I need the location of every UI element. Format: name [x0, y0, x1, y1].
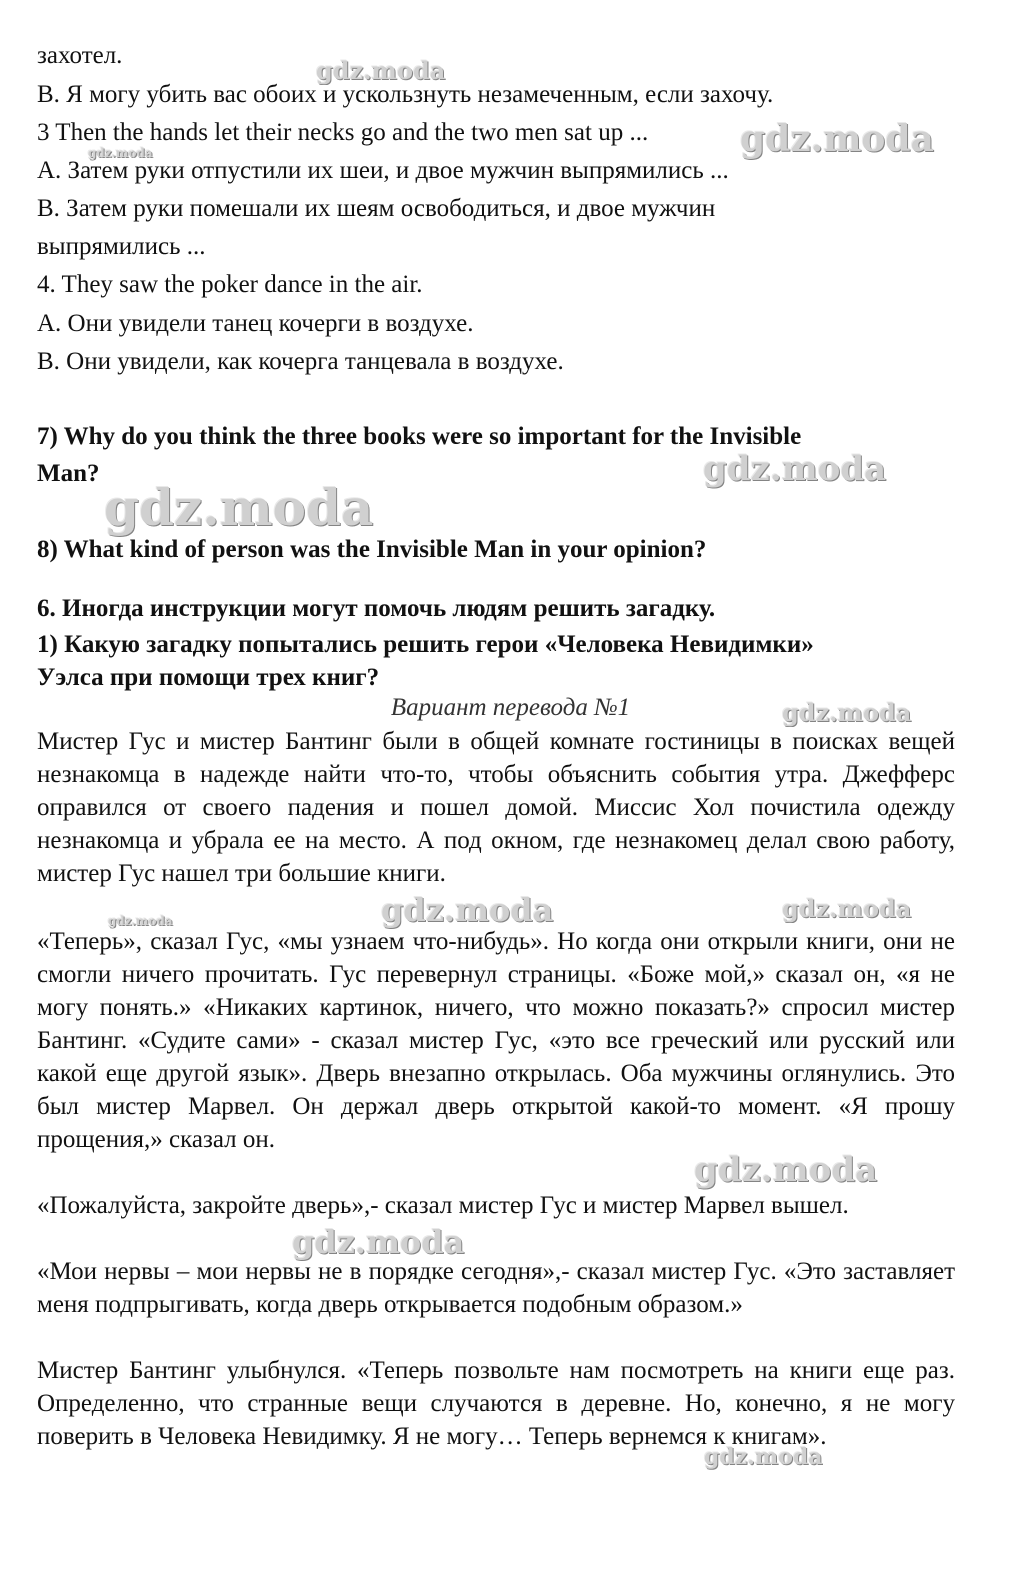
question-7-continued: Man? — [37, 460, 100, 487]
option-line: B. Затем руки помешали их шеям освободиться, и двое мужчин — [37, 195, 716, 222]
watermark: gdz.moda — [740, 118, 934, 160]
option-line: выпрямились ... — [37, 233, 206, 260]
task6-question: 1) Какую загадку попытались решить герои «Человека Невидимки» — [37, 631, 814, 658]
watermark: gdz.moda — [782, 698, 912, 727]
watermark: gdz.moda — [381, 891, 554, 929]
paragraph-4: «Мои нервы – мои нервы не в порядке сегодня»,- сказал мистер Гус. «Это заставляет меня подпрыгивать, когда дверь открывается подобным образом.» — [37, 1258, 955, 1318]
watermark: gdz.moda — [316, 56, 446, 85]
option-line: 3 Then the hands let their necks go and the two men sat up ... — [37, 119, 649, 146]
question-7: 7) Why do you think the three books were so important for the Invisible — [37, 423, 802, 450]
watermark: gdz.moda — [782, 894, 912, 923]
paragraph-3: «Пожалуйста, закройте дверь»,- сказал мистер Гус и мистер Марвел вышел. — [37, 1192, 849, 1219]
translation-caption: Вариант перевода №1 — [390, 694, 631, 721]
watermark: gdz.moda — [704, 1444, 823, 1470]
question-8: 8) What kind of person was the Invisible Man in your opinion? — [37, 536, 707, 563]
watermark: gdz.moda — [88, 146, 153, 160]
paragraph-5: Мистер Бантинг улыбнулся. «Теперь позвольте нам посмотреть на книги еще раз. Определенно, что странные вещи случаются в деревне. Но, конечно, я не могу поверить в Человека Невидимку. Я не могу… Теперь вернемся к книгам». — [37, 1357, 955, 1450]
watermark: gdz.moda — [104, 478, 374, 537]
option-line: захотел. — [37, 42, 123, 69]
option-line: A. Затем руки отпустили их шеи, и двое мужчин выпрямились ... — [37, 157, 729, 184]
task6-question-continued: Уэлса при помощи трех книг? — [37, 664, 380, 691]
option-line: B. Они увидели, как кочерга танцевала в воздухе. — [37, 348, 564, 375]
paragraph-2: «Теперь», сказал Гус, «мы узнаем что-нибудь». Но когда они открыли книги, они не смогли ничего прочитать. Гус перевернул страницы. «Боже мой,» сказал он, «я не могу понять.» «Никаких картинок, ничего, что можно показать?» спросил мистер Бантинг. «Судите сами» - сказал мистер Гус, «это все греческий или русский или какой еще другой язык». Дверь внезапно открылась. Оба мужчины оглянулись. Это был мистер Марвел. Он держал дверь открытой какой-то момент. «Я прошу прощения,» сказал он. — [37, 928, 955, 1153]
option-line: 4. They saw the poker dance in the air. — [37, 271, 423, 298]
task6-heading: 6. Иногда инструкции могут помочь людям решить загадку. — [37, 595, 716, 622]
paragraph-1: Мистер Гус и мистер Бантинг были в общей комнате гостиницы в поисках вещей незнакомца в надежде найти что-то, чтобы объяснить события утра. Джефферс оправился от своего падения и пошел домой. Миссис Хол почистила одежду незнакомца и убрала ее на место. А под окном, где незнакомец делал свою работу, мистер Гус нашел три большие книги. — [37, 728, 955, 887]
option-line: B. Я могу убить вас обоих и ускользнуть незамеченным, если захочу. — [37, 81, 774, 108]
watermark: gdz.moda — [703, 449, 887, 489]
option-line: A. Они увидели танец кочерги в воздухе. — [37, 310, 474, 337]
watermark: gdz.moda — [108, 914, 173, 928]
watermark: gdz.moda — [694, 1150, 878, 1190]
watermark: gdz.moda — [292, 1223, 465, 1261]
